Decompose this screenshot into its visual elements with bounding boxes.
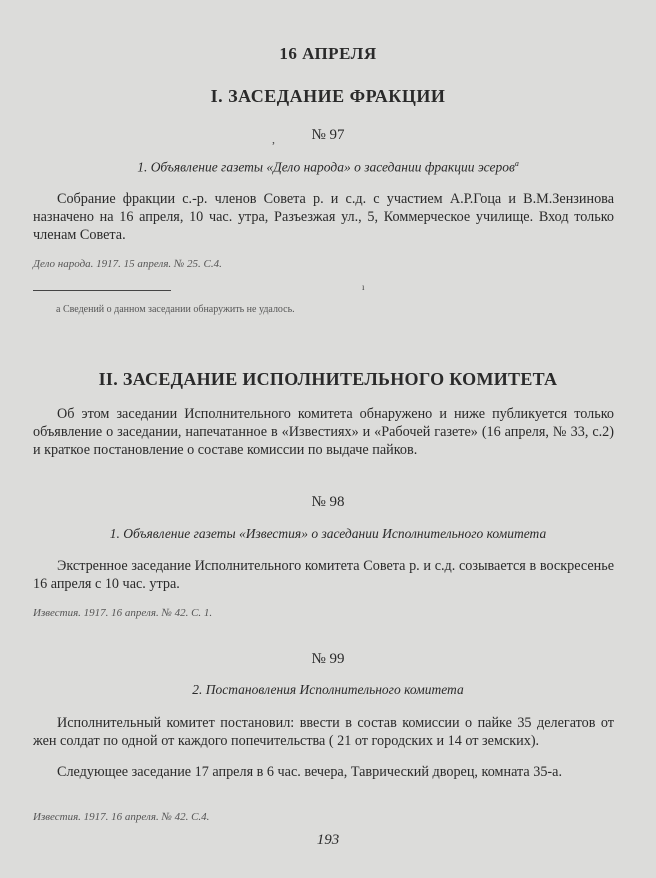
document-99-number: № 99	[311, 651, 345, 667]
document-99-text-1: Исполнительный комитет постановил: ввести в состав комиссии о пайке 35 делегатов от жен солдат по одной от каждого попечительства ( 21 от городских и 14 от земских).	[33, 715, 614, 749]
document-97-text: Собрание фракции с.-р. членов Совета р. и с.д. с участием А.Р.Гоца и В.М.Зензинова назначено на 16 апреля, 10 час. утра, Разъезжая ул., 5, Коммерческое училище. Вход только членам Совета.	[33, 191, 614, 243]
document-98-title: 1. Объявление газеты «Известия» о заседании Исполнительного комитета	[109, 526, 547, 541]
section-2-intro: Об этом заседании Исполнительного комитета обнаружено и ниже публикуется только объявление о заседании, напечатанное в «Известиях» и «Рабочей газете» (16 апреля, № 33, с.2) и краткое постановление о составе комиссии по выдаче пайков.	[33, 406, 614, 458]
document-97-number: № 97	[311, 127, 345, 143]
document-99-title: 2. Постановления Исполнительного комитета	[192, 682, 464, 697]
footnote: а Сведений о данном заседании обнаружить не удалось.	[56, 304, 295, 315]
document-99-text-2: Следующее заседание 17 апреля в 6 час. вечера, Таврический дворец, комната 35-а.	[57, 764, 562, 780]
document-97-title	[30, 159, 626, 176]
document-99-source: Известия. 1917. 16 апреля. № 42. С.4.	[33, 811, 210, 823]
date-heading: 16 АПРЕЛЯ	[279, 44, 377, 63]
footnote-rule	[33, 290, 171, 291]
print-speck: ı	[362, 282, 365, 292]
document-97-title-text: 1. Объявление газеты «Дело народа» о заседании фракции эсеров	[137, 159, 515, 175]
footnote-mark: а	[514, 159, 519, 168]
document-98-source: Известия. 1917. 16 апреля. № 42. С. 1.	[33, 607, 213, 619]
print-speck: ,	[272, 132, 275, 146]
section-2-heading: II. ЗАСЕДАНИЕ ИСПОЛНИТЕЛЬНОГО КОМИТЕТА	[98, 369, 558, 389]
page-number: 193	[316, 832, 340, 848]
document-98-text: Экстренное заседание Исполнительного комитета Совета р. и с.д. созывается в воскресенье 16 апреля с 10 час. утра.	[33, 558, 614, 592]
document-97-source: Дело народа. 1917. 15 апреля. № 25. С.4.	[33, 258, 222, 270]
document-98-number: № 98	[311, 494, 345, 510]
section-1-heading: I. ЗАСЕДАНИЕ ФРАКЦИИ	[210, 86, 446, 106]
